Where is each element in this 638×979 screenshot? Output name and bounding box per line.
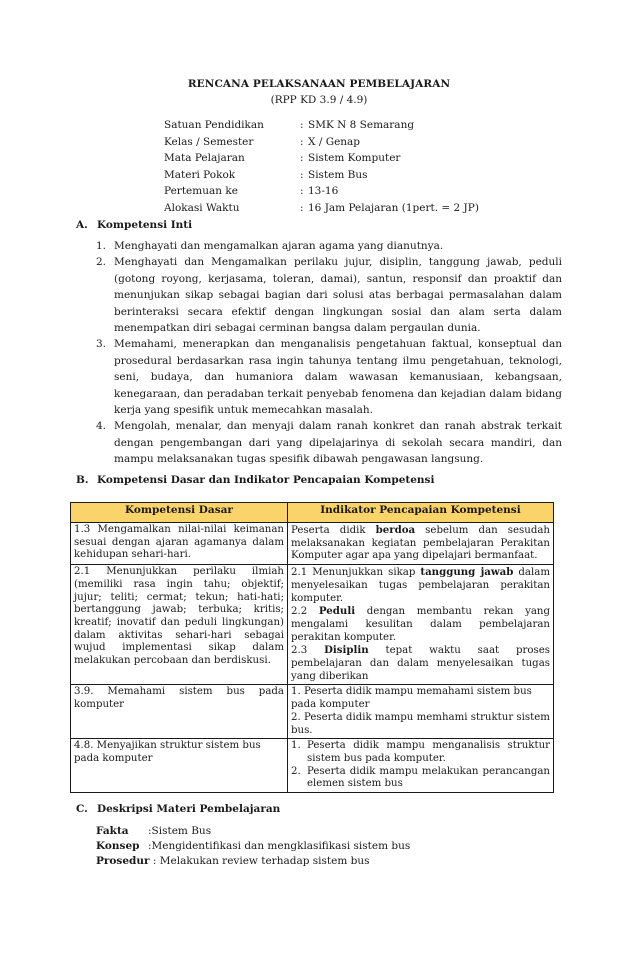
identity-value: SMK N 8 Semarang (308, 119, 415, 131)
indicator-item: 2. Peserta didik mampu memhami struktur sistem bus. (291, 711, 550, 736)
indicator-cell (288, 685, 554, 739)
identity-separator: : (300, 135, 304, 148)
indicator-keyword: Disiplin (324, 644, 369, 657)
identity-separator: : (300, 201, 304, 214)
table-row (71, 739, 554, 793)
list-item (96, 336, 562, 418)
identity-separator: : (300, 185, 304, 197)
description-value: Sistem Bus (151, 825, 212, 837)
indicator-cell (288, 523, 554, 565)
materi-description (96, 824, 410, 869)
identity-value: Sistem Bus (308, 168, 368, 181)
section-c-title: Deskripsi Materi Pembelajaran (97, 803, 281, 815)
column-header-indikator: Indikator Pencapaian Kompetensi (288, 503, 554, 523)
identity-value: 13-16 (308, 185, 339, 197)
indicator-keyword: tanggung jawab (420, 566, 514, 579)
column-header-kompetensi-dasar: Kompetensi Dasar (71, 503, 288, 523)
description-key: Fakta (96, 825, 129, 837)
list-item (291, 766, 550, 791)
identity-table (164, 117, 479, 216)
section-b-title: Kompetensi Dasar dan Indikator Pencapaian Kompetensi (97, 474, 435, 486)
list-item-text: Peserta didik mampu melakukan perancangan elemen sistem bus (307, 765, 550, 790)
indicator-text: tepat waktu saat proses pembelajaran dan dalam menyelesaikan tugas yang diberikan (291, 645, 550, 682)
indicator-text: 2.3 (291, 645, 325, 657)
description-separator: : (148, 825, 152, 837)
indicator-text: 2.1 Menunjukkan sikap (291, 567, 421, 579)
list-item (96, 418, 562, 467)
description-value: Mengidentifikasi dan mengklasifikasi sistem bus (151, 840, 411, 852)
identity-separator: : (300, 152, 304, 164)
description-value: Melakukan review terhadap sistem bus (159, 855, 370, 867)
identity-row (164, 183, 479, 200)
identity-row (164, 200, 479, 217)
identity-label: Alokasi Waktu (164, 201, 240, 214)
description-row (96, 824, 410, 839)
indicator-text: Peserta didik (291, 525, 376, 536)
indicator-text: sebelum dan sesudah melaksanakan kegiatan pembelajaran Perakitan Komputer agar apa yang dipelajari bermanfaat. (291, 525, 550, 562)
kd-cell: 3.9. Memahami sistem bus pada komputer (71, 685, 288, 739)
identity-value: 16 Jam Pelajaran (1pert. = 2 JP) (308, 201, 479, 214)
list-item-text: Peserta didik mampu menganalisis struktur sistem bus pada komputer. (307, 740, 550, 764)
list-item-text: Mengolah, menalar, dan menyaji dalam ranah konkret dan ranah abstrak terkait dengan pengembangan dari yang dipelajarinya di sekolah secara mandiri, dan mampu melaksanakan tugas spesifik dibawah pengawasan langsung. (114, 420, 562, 466)
section-a-heading (76, 219, 192, 231)
kd-cell: 1.3 Mengamalkan nilai-nilai keimanan sesuai dengan ajaran agamanya dalam kehidupan sehari-hari. (71, 523, 288, 565)
identity-label: Pertemuan ke (164, 185, 238, 197)
description-separator: : (148, 840, 152, 852)
indicator-keyword: berdoa (375, 524, 416, 536)
indicator-text: dengan membantu rekan yang mengalami kesulitan dalam pembelajaran perakitan komputer. (291, 606, 550, 643)
indicator-item: 1. Peserta didik mampu memahami sistem bus pada komputer (291, 686, 532, 711)
identity-value: Sistem Komputer (308, 152, 401, 164)
description-separator: : (149, 855, 160, 867)
list-item (291, 740, 550, 765)
indicator-text: dalam menyelesaikan tugas pembelajaran perakitan komputer. (291, 567, 550, 604)
identity-label: Mata Pelajaran (164, 152, 245, 164)
indicator-item (291, 605, 550, 644)
table-row (71, 565, 554, 685)
section-c-letter: C. (76, 803, 88, 815)
indicator-cell (288, 565, 554, 685)
description-row (96, 839, 410, 854)
identity-label: Kelas / Semester (164, 135, 254, 148)
list-item-number: 1. (291, 740, 301, 752)
identity-label: Materi Pokok (164, 168, 236, 181)
list-item-number: 2. (96, 256, 107, 269)
list-item-text: Menghayati dan Mengamalkan perilaku jujur, disiplin, tanggung jawab, peduli (gotong royong, kerjasama, toleran, damai), santun, responsif dan proaktif dan menunjukan sikap sebagai bagian dari solusi atas berbagai permasalahan dalam berinteraksi secara efektif dengan lingkungan sosial dan alam serta dalam menempatkan diri sebagai cerminan bangsa dalam pergaulan dunia. (114, 256, 562, 335)
section-a-title: Kompetensi Inti (97, 219, 193, 231)
table-row (71, 685, 554, 739)
description-key: Konsep (96, 840, 140, 852)
description-key: Prosedur (96, 855, 150, 867)
list-item (96, 238, 562, 254)
kompetensi-inti-list (96, 238, 562, 468)
section-a-letter: A. (76, 219, 88, 231)
document-title: RENCANA PELAKSANAAN PEMBELAJARAN (187, 78, 451, 90)
kd-cell: 4.8. Menyajikan struktur sistem bus pada komputer (71, 739, 288, 793)
table-row (71, 523, 554, 565)
list-item (96, 254, 562, 336)
list-item-number: 2. (291, 765, 301, 777)
identity-row (164, 134, 479, 151)
list-item-number: 3. (96, 338, 107, 351)
indicator-item (291, 566, 550, 605)
identity-value: X / Genap (308, 135, 361, 148)
indicator-text: 2.2 (291, 606, 319, 618)
description-row (96, 854, 410, 869)
list-item-text: Memahami, menerapkan dan menganalisis pengetahuan faktual, konseptual dan prosedural berdasarkan rasa ingin tahunya tentang ilmu pengetahuan, teknologi, seni, budaya, dan humaniora dalam wawasan kemanusiaan, kebangsaan, kenegaraan, dan peradaban terkait penyebab fenomena dan kejadian dalam bidang kerja yang spesifik untuk memecahkan masalah. (114, 338, 562, 417)
indicator-cell (288, 739, 554, 793)
section-b-heading (76, 474, 434, 486)
document-subtitle: (RPP KD 3.9 / 4.9) (270, 94, 368, 106)
identity-separator: : (300, 119, 304, 131)
indicator-list (291, 740, 550, 791)
kd-cell: 2.1 Menunjukkan perilaku ilmiah (memiliki rasa ingin tahu; objektif; jujur; teliti; cermat; tekun; hati-hati; bertanggung jawab; terbuka; kritis; kreatif; inovatif dan peduli lingkungan) dalam aktivitas sehari-hari sebagai wujud implementasi sikap dalam melakukan percobaan dan berdiskusi. (71, 565, 288, 685)
list-item-number: 4. (96, 420, 107, 433)
section-c-heading (76, 803, 280, 815)
table-header-row (71, 503, 554, 523)
list-item-number: 1. (96, 240, 107, 252)
section-b-letter: B. (76, 474, 89, 486)
identity-row (164, 167, 479, 184)
list-item-text: Menghayati dan mengamalkan ajaran agama yang dianutnya. (114, 240, 444, 252)
indicator-keyword: Peduli (318, 605, 356, 618)
identity-row (164, 117, 479, 134)
identity-label: Satuan Pendidikan (164, 119, 264, 131)
identity-row (164, 150, 479, 167)
identity-separator: : (300, 168, 304, 181)
indicator-item (291, 644, 550, 683)
competency-table (70, 502, 554, 793)
